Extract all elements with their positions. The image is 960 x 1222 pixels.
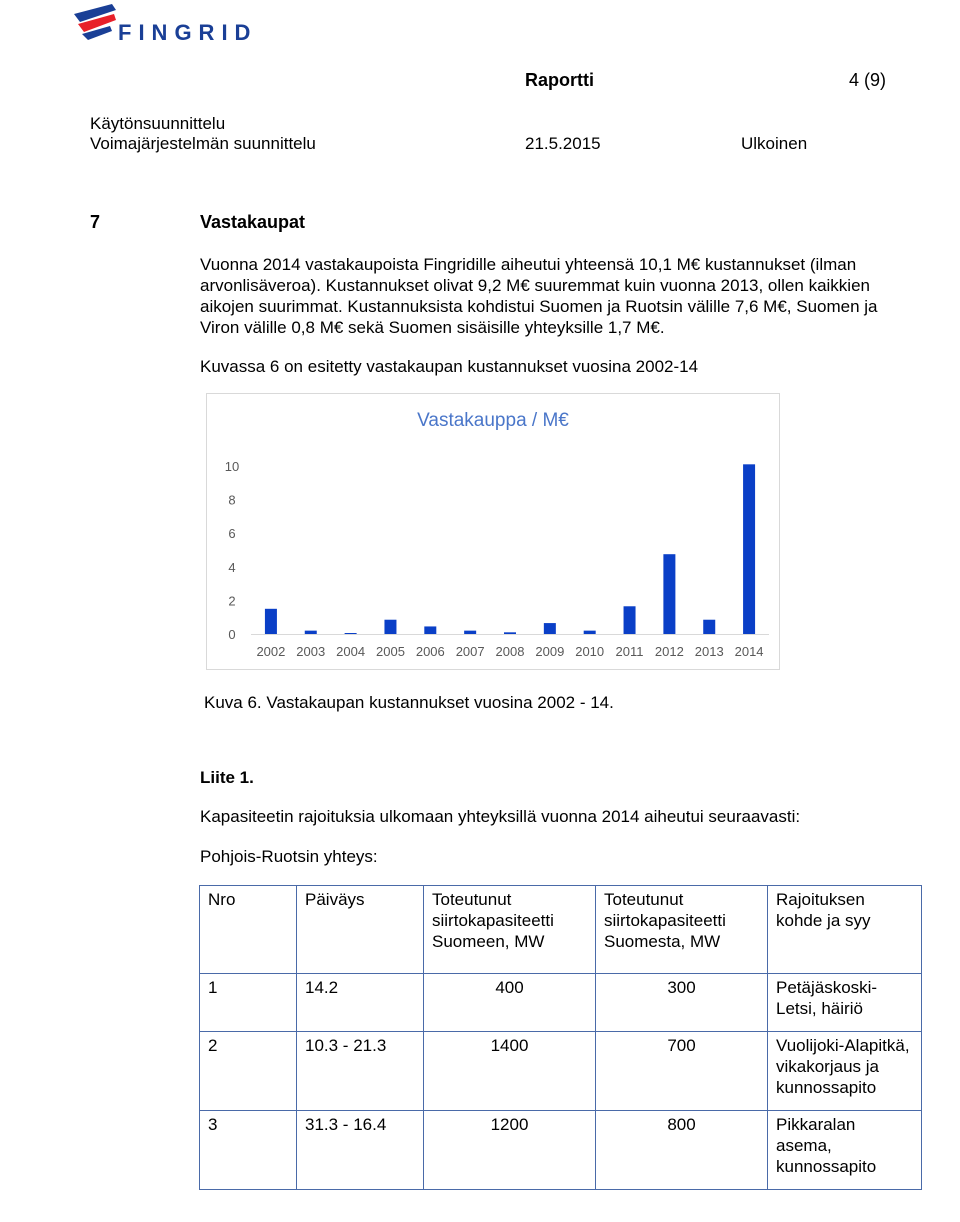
bar-2002: [265, 609, 277, 634]
table-header-cell: Rajoituksen kohde ja syy: [768, 886, 922, 974]
bar-chart: [207, 394, 779, 669]
x-tick-label: 2009: [535, 644, 565, 659]
bar-2005: [384, 620, 396, 634]
figure-caption: Kuva 6. Vastakaupan kustannukset vuosina 2002 - 14.: [204, 693, 614, 712]
bar-2013: [703, 620, 715, 634]
y-tick-label: 2: [228, 593, 236, 609]
appendix-subtitle: Pohjois-Ruotsin yhteys:: [200, 847, 378, 866]
appendix-intro: Kapasiteetin rajoituksia ulkomaan yhteyksillä vuonna 2014 aiheutui seuraavasti:: [200, 807, 801, 826]
bar-2003: [305, 631, 317, 634]
table-cell: 1: [200, 974, 297, 1032]
table-header-row: [200, 886, 922, 974]
table-cell: 800: [596, 1111, 768, 1190]
y-tick-label: 10: [224, 459, 240, 474]
table-cell: Pikkaralan asema, kunnossapito: [768, 1111, 922, 1190]
bar-2009: [544, 623, 556, 634]
y-tick-label: 8: [228, 492, 236, 508]
y-tick-label: 4: [228, 559, 236, 575]
bar-2010: [584, 631, 596, 634]
appendix-title: Liite 1.: [200, 768, 254, 787]
x-tick-label: 2013: [694, 644, 724, 659]
bar-2007: [464, 631, 476, 634]
table-cell: 700: [596, 1032, 768, 1111]
table-cell: Petäjäskoski-Letsi, häiriö: [768, 974, 922, 1032]
y-tick-label: 0: [228, 627, 236, 642]
table-header-cell: Toteutunut siirtokapasiteetti Suomeen, MW: [424, 886, 596, 974]
bar-2014: [743, 464, 755, 634]
table-cell: 1200: [424, 1111, 596, 1190]
table-cell: 10.3 - 21.3: [297, 1032, 424, 1111]
table-cell: Vuolijoki-Alapitkä, vikakorjaus ja kunnossapito: [768, 1032, 922, 1111]
table-cell: 1400: [424, 1032, 596, 1111]
table-cell: 3: [200, 1111, 297, 1190]
classification: Ulkoinen: [741, 134, 808, 153]
document-type: Raportti: [525, 70, 594, 90]
capacity-table: [199, 885, 922, 1190]
bar-2004: [345, 633, 357, 634]
logo-mark-icon: [74, 4, 116, 40]
section-paragraph: Vuonna 2014 vastakaupoista Fingridille aiheutui yhteensä 10,1 M€ kustannukset (ilman arvonlisäveroa). Kustannukset olivat 9,2 M€ suuremmat kuin vuonna 2013, ollen kaikkien aikojen suurimmat. Kustannuksista kohdistui Suomen ja Ruotsin välille 7,6 M€, Suomen ja Viron välille 0,8 M€ sekä Suomen sisäisille yhteyksille 1,7 M€.: [200, 255, 878, 337]
chart-title: Vastakauppa / M€: [417, 410, 569, 431]
table-row: [200, 1111, 922, 1190]
table-row: [200, 1032, 922, 1111]
x-tick-label: 2002: [256, 644, 286, 659]
table-cell: 300: [596, 974, 768, 1032]
section-title: Vastakaupat: [200, 212, 306, 232]
y-tick-label: 6: [228, 526, 236, 542]
figure-intro: Kuvassa 6 on esitetty vastakaupan kustannukset vuosina 2002-14: [200, 357, 699, 376]
table-cell: 2: [200, 1032, 297, 1111]
bar-2006: [424, 626, 436, 634]
document-date: 21.5.2015: [525, 134, 601, 153]
table-cell: 31.3 - 16.4: [297, 1111, 424, 1190]
x-tick-label: 2008: [495, 644, 525, 659]
page-number: 4 (9): [849, 70, 887, 90]
table-header-cell: Toteutunut siirtokapasiteetti Suomesta, MW: [596, 886, 768, 974]
table-cell: 14.2: [297, 974, 424, 1032]
x-tick-label: 2005: [376, 644, 405, 659]
x-tick-label: 2007: [455, 644, 485, 659]
bar-2011: [624, 606, 636, 634]
table-header-cell: Päiväys: [297, 886, 424, 974]
x-tick-label: 2004: [336, 644, 366, 659]
company-name: FINGRID: [118, 20, 258, 45]
x-tick-label: 2010: [575, 644, 605, 659]
table-row: [200, 974, 922, 1032]
table-header-cell: Nro: [200, 886, 297, 974]
chart-frame: [206, 393, 780, 670]
x-tick-label: 2003: [296, 644, 326, 659]
table-cell: 400: [424, 974, 596, 1032]
section-number: 7: [90, 212, 101, 232]
department: Käytönsuunnittelu: [90, 114, 226, 133]
bar-2008: [504, 632, 516, 634]
x-tick-label: 2012: [654, 644, 684, 659]
x-tick-label: 2011: [615, 644, 644, 659]
bar-2012: [663, 554, 675, 634]
unit: Voimajärjestelmän suunnittelu: [90, 134, 316, 153]
x-tick-label: 2006: [415, 644, 445, 659]
x-tick-label: 2014: [734, 644, 764, 659]
